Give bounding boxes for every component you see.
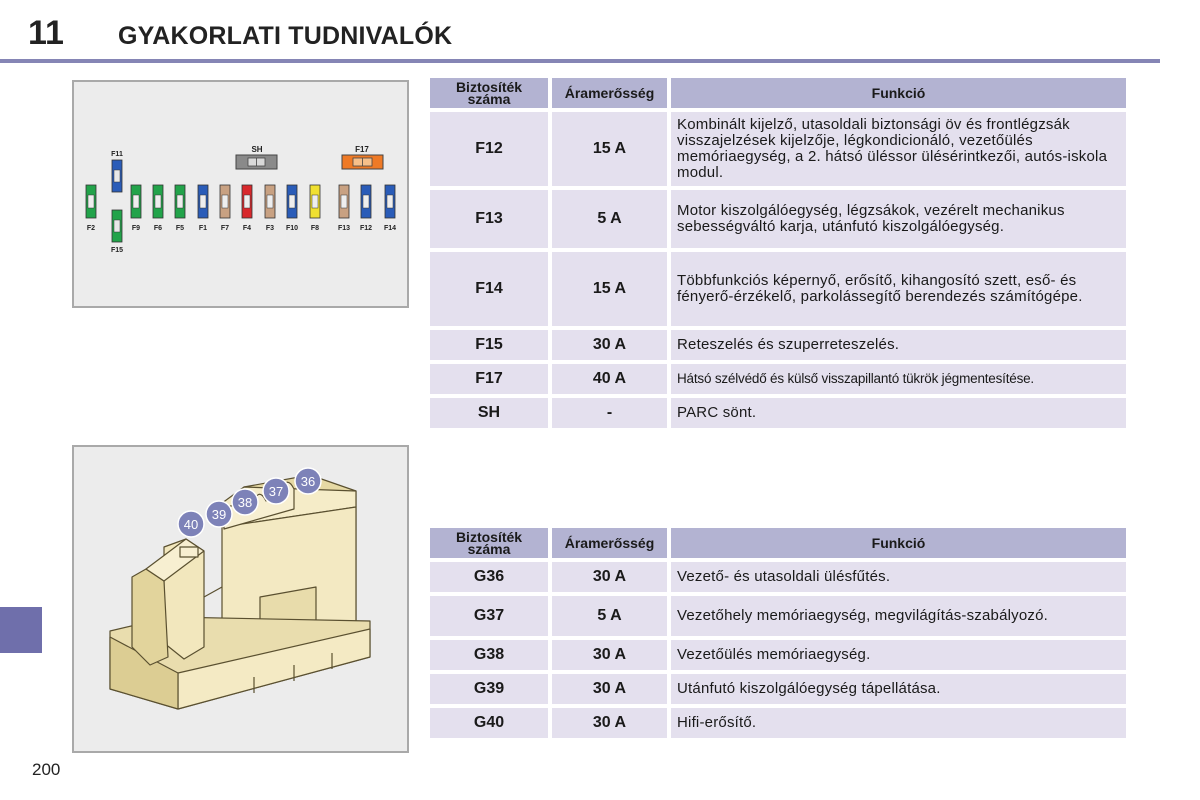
fuse-label: F13 bbox=[337, 225, 351, 232]
header-current: Áramerősség bbox=[552, 78, 667, 108]
fuse-table bbox=[426, 74, 1130, 432]
table-row bbox=[430, 252, 1126, 326]
fuse-function: Vezetőhely memóriaegység, megvilágítás-szabályozó. bbox=[671, 596, 1126, 636]
table-row bbox=[430, 562, 1126, 592]
fuse-function: Utánfutó kiszolgálóegység tápellátása. bbox=[671, 674, 1126, 704]
fuse-function: Vezető- és utasoldali ülésfűtés. bbox=[671, 562, 1126, 592]
badge-38 bbox=[232, 489, 258, 515]
table-row bbox=[430, 112, 1126, 186]
fuse-f7-icon bbox=[220, 185, 230, 232]
badge-36 bbox=[295, 468, 321, 494]
header-function: Funkció bbox=[671, 78, 1126, 108]
fuse-f3-icon bbox=[265, 185, 275, 232]
fuse-label: F14 bbox=[383, 225, 397, 232]
fuse-code: F17 bbox=[430, 364, 548, 394]
table-row bbox=[430, 708, 1126, 738]
fuse-box-illustration bbox=[74, 82, 407, 306]
fuse-label: F8 bbox=[310, 225, 320, 232]
fuse-f9-icon bbox=[131, 185, 141, 232]
table-row bbox=[430, 596, 1126, 636]
fuse-function: Kombinált kijelző, utasoldali biztonsági öv és frontlégzsák visszajelzések kijelzője, légkondicionáló, vezetőülés memóriaegység, a 2. hátsó üléssor ülésérintkezői, autós-iskola modul. bbox=[671, 112, 1126, 186]
fuse-code: F12 bbox=[430, 112, 548, 186]
header-rule bbox=[0, 59, 1160, 63]
fuse-f13-icon bbox=[338, 185, 350, 232]
fuse-f4-icon bbox=[242, 185, 252, 232]
fuse-current: 5 A bbox=[552, 596, 667, 636]
header-current: Áramerősség bbox=[552, 528, 667, 558]
fuse-current: 30 A bbox=[552, 562, 667, 592]
fuse-current: 40 A bbox=[552, 364, 667, 394]
fuse-label: F10 bbox=[285, 225, 299, 232]
page-number: 200 bbox=[32, 760, 61, 779]
fuse-function: Reteszelés és szuperreteszelés. bbox=[671, 330, 1126, 360]
svg-text:40: 40 bbox=[183, 517, 199, 532]
fuse-code: G40 bbox=[430, 708, 548, 738]
badge-39 bbox=[206, 501, 232, 527]
fuse-code: G37 bbox=[430, 596, 548, 636]
table-row bbox=[430, 364, 1126, 394]
fuse-f10-icon bbox=[286, 185, 298, 232]
fuse-f6-icon bbox=[153, 185, 163, 232]
fuse-current: 5 A bbox=[552, 190, 667, 248]
fuse-f2-icon bbox=[86, 185, 96, 232]
fuse-function: Vezetőülés memóriaegység. bbox=[671, 640, 1126, 670]
badge-37 bbox=[263, 478, 289, 504]
f17-fuse-icon bbox=[342, 155, 383, 169]
header-function: Funkció bbox=[671, 528, 1126, 558]
f11-label: F11 bbox=[111, 151, 123, 158]
fuse-label: F6 bbox=[153, 225, 163, 232]
fuse-label: F1 bbox=[198, 225, 208, 232]
table-row bbox=[430, 398, 1126, 428]
chapter-number: 11 bbox=[28, 14, 64, 52]
fuse-code: G38 bbox=[430, 640, 548, 670]
fuse-current: - bbox=[552, 398, 667, 428]
fuse-f8-icon bbox=[310, 185, 320, 232]
relay-box-diagram bbox=[72, 445, 409, 753]
f17-label: F17 bbox=[355, 145, 369, 154]
fuse-code: G39 bbox=[430, 674, 548, 704]
svg-text:39: 39 bbox=[211, 507, 227, 522]
svg-text:38: 38 bbox=[237, 495, 253, 510]
table-row bbox=[430, 674, 1126, 704]
fuse-function: Hifi-erősítő. bbox=[671, 708, 1126, 738]
fuse-table-header-row bbox=[430, 78, 1126, 108]
relay-table-header-row bbox=[430, 528, 1126, 558]
chapter-title: GYAKORLATI TUDNIVALÓK bbox=[118, 22, 453, 50]
badge-40 bbox=[178, 511, 204, 537]
table-row bbox=[430, 190, 1126, 248]
fuse-f5-icon bbox=[175, 185, 185, 232]
fuse-function: PARC sönt. bbox=[671, 398, 1126, 428]
fuse-function: Hátsó szélvédő és külső visszapillantó tükrök jégmentesítése. bbox=[671, 364, 1126, 394]
fuse-label: F2 bbox=[86, 225, 96, 232]
f15-label: F15 bbox=[110, 247, 124, 254]
chapter-side-tab bbox=[0, 607, 42, 653]
svg-text:36: 36 bbox=[300, 474, 316, 489]
fuse-function: Többfunkciós képernyő, erősítő, kihangosító szett, eső- és fényerő-érzékelő, parkolássegítő berendezés számítógépe. bbox=[671, 252, 1126, 326]
relay-box-illustration bbox=[74, 447, 407, 751]
header-fuse-number: Biztosíték száma bbox=[430, 528, 548, 558]
fuse-f14-icon bbox=[384, 185, 396, 232]
fuse-current: 15 A bbox=[552, 252, 667, 326]
fuse-code: F15 bbox=[430, 330, 548, 360]
relay-fuse-table bbox=[426, 524, 1130, 742]
fuse-current: 30 A bbox=[552, 674, 667, 704]
fuse-label: F9 bbox=[131, 225, 141, 232]
fuse-label: F7 bbox=[220, 225, 230, 232]
fuse-current: 15 A bbox=[552, 112, 667, 186]
fuse-box-diagram bbox=[72, 80, 409, 308]
table-row bbox=[430, 330, 1126, 360]
fuse-f12-icon bbox=[360, 185, 372, 232]
fuse-code: F13 bbox=[430, 190, 548, 248]
fuse-f1-icon bbox=[198, 185, 208, 232]
fuse-label: F3 bbox=[265, 225, 275, 232]
fuse-current: 30 A bbox=[552, 330, 667, 360]
fuse-label: F4 bbox=[242, 225, 252, 232]
fuse-function: Motor kiszolgálóegység, légzsákok, vezérelt mechanikus sebességváltó karja, utánfutó kiszolgálóegység. bbox=[671, 190, 1126, 248]
fuse-current: 30 A bbox=[552, 640, 667, 670]
sh-label: SH bbox=[251, 145, 263, 154]
fuse-current: 30 A bbox=[552, 708, 667, 738]
table-row bbox=[430, 640, 1126, 670]
svg-text:37: 37 bbox=[268, 484, 284, 499]
f15-fuse-icon bbox=[112, 210, 122, 242]
fuse-label: F12 bbox=[359, 225, 373, 232]
fuse-label: F5 bbox=[175, 225, 185, 232]
f11-fuse-icon bbox=[112, 160, 122, 192]
header-fuse-number: Biztosíték száma bbox=[430, 78, 548, 108]
fuse-code: SH bbox=[430, 398, 548, 428]
fuse-code: G36 bbox=[430, 562, 548, 592]
sh-fuse-icon bbox=[236, 155, 277, 169]
fuse-code: F14 bbox=[430, 252, 548, 326]
